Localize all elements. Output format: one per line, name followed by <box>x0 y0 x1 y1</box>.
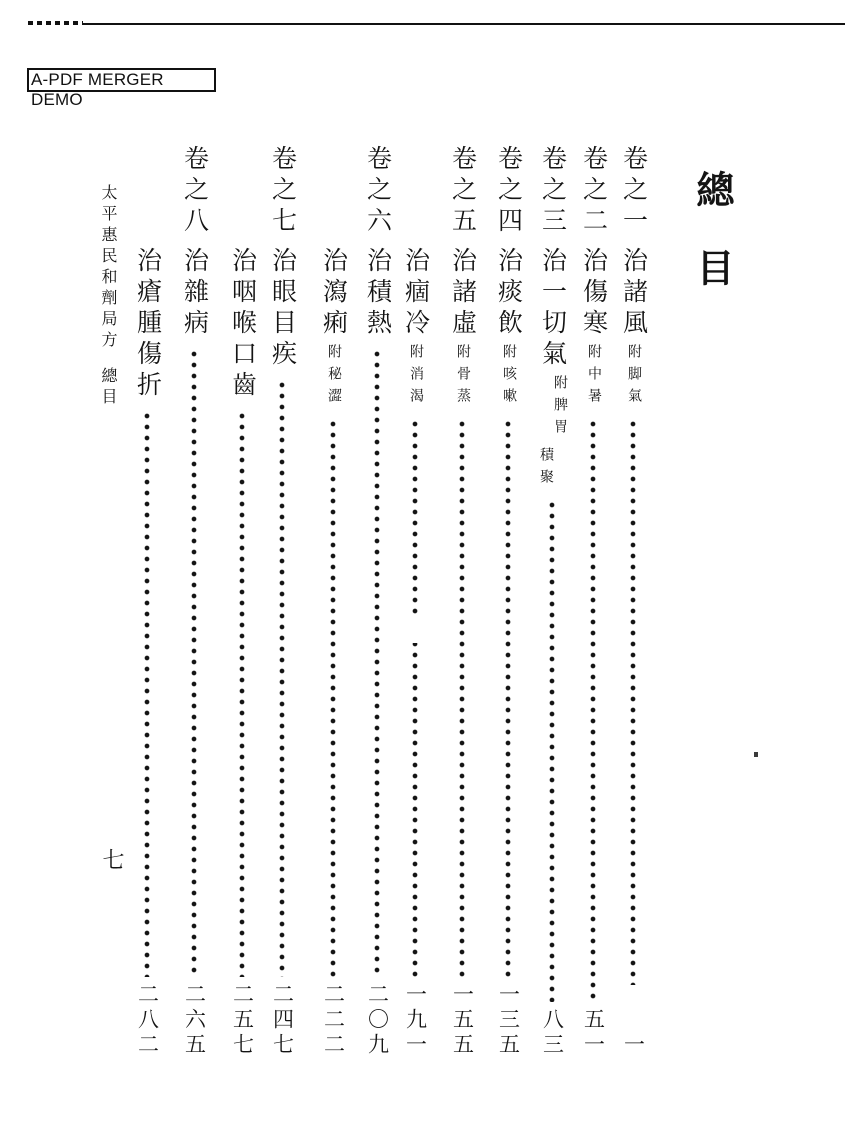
margin-book-title: 太平惠民和劑局方 <box>99 184 116 352</box>
entry-title: 治諸虛 <box>448 247 476 340</box>
page-number: 二四七 <box>270 983 295 1058</box>
toc-column-6 <box>397 145 433 1058</box>
entry-title: 治瀉痢 <box>319 247 347 340</box>
dotted-leader <box>144 411 150 977</box>
dotted-leader <box>239 411 245 977</box>
entry-title: 治眼目疾 <box>268 247 296 371</box>
page-number: 八三 <box>540 1008 565 1058</box>
dotted-leader <box>590 419 596 1002</box>
page-number: 一三五 <box>496 983 521 1058</box>
dotted-leader <box>330 419 336 977</box>
folio-number: 七 <box>100 848 125 870</box>
entry-title: 治雜病 <box>180 247 208 340</box>
dotted-leader <box>459 419 465 977</box>
toc-column-1 <box>615 145 651 1058</box>
page-number: 二二二 <box>321 983 346 1058</box>
entry-title: 治痰飲 <box>494 247 522 340</box>
entry-notes <box>538 375 566 491</box>
margin-section-label: 總目 <box>99 367 116 409</box>
page-number: 一五五 <box>450 983 475 1058</box>
page-number: 二五七 <box>230 983 255 1058</box>
page-number: 一九一 <box>403 983 428 1058</box>
dotted-leader <box>505 419 511 977</box>
toc-column-3 <box>534 145 570 1058</box>
entry-note: 附咳嗽 <box>501 344 516 410</box>
entry-title: 治痼冷 <box>401 247 429 340</box>
dotted-leader <box>279 380 285 977</box>
toc-column-9 <box>264 145 300 1058</box>
volume-label: 卷之五 <box>448 145 476 238</box>
toc-column-4 <box>490 145 526 1058</box>
dotted-leader <box>549 500 555 1002</box>
volume-label: 卷之一 <box>619 145 647 238</box>
toc-column-5 <box>444 145 480 1058</box>
dotted-leader <box>630 419 636 985</box>
toc-column-2 <box>575 145 611 1058</box>
dotted-leader <box>412 419 418 977</box>
entry-note: 附骨蒸 <box>455 344 470 410</box>
page-number: 一 <box>621 1033 646 1058</box>
toc-column-12 <box>129 145 165 1058</box>
toc-column-8 <box>315 145 351 1058</box>
volume-label: 卷之四 <box>494 145 522 238</box>
entry-note-2: 積聚 <box>538 447 553 491</box>
page-number: 二八二 <box>135 983 160 1058</box>
scan-speck <box>754 752 758 757</box>
toc-column-7 <box>359 145 395 1058</box>
toc-column-10 <box>224 145 260 1058</box>
entry-title: 治傷寒 <box>579 247 607 340</box>
entry-note: 附中暑 <box>586 344 601 410</box>
volume-label: 卷之六 <box>363 145 391 238</box>
entry-note: 附脚氣 <box>626 344 641 410</box>
volume-label: 卷之二 <box>579 145 607 238</box>
entry-note: 附消渴 <box>408 344 423 410</box>
page-number: 二〇九 <box>365 983 390 1058</box>
top-rule <box>83 23 845 25</box>
volume-label: 卷之三 <box>538 145 566 238</box>
entry-title: 治諸風 <box>619 247 647 340</box>
page-number: 五一 <box>581 1008 606 1058</box>
entry-title: 治咽喉口齒 <box>228 247 256 402</box>
page-number: 二六五 <box>182 983 207 1058</box>
pdf-watermark: A-PDF MERGER DEMO <box>27 68 216 92</box>
entry-title: 治積熱 <box>363 247 391 340</box>
entry-title: 治瘡腫傷折 <box>133 247 161 402</box>
entry-note: 附秘澀 <box>326 344 341 410</box>
volume-label: 卷之八 <box>180 145 208 238</box>
entry-note: 附脾胃 <box>552 375 567 441</box>
page-title: 總目 <box>690 170 732 326</box>
dotted-leader <box>374 349 380 977</box>
entry-title: 治一切氣 <box>538 247 566 371</box>
toc-column-11 <box>176 145 212 1058</box>
scan-smudge <box>28 21 83 25</box>
dotted-leader <box>191 349 197 977</box>
volume-label: 卷之七 <box>268 145 296 238</box>
